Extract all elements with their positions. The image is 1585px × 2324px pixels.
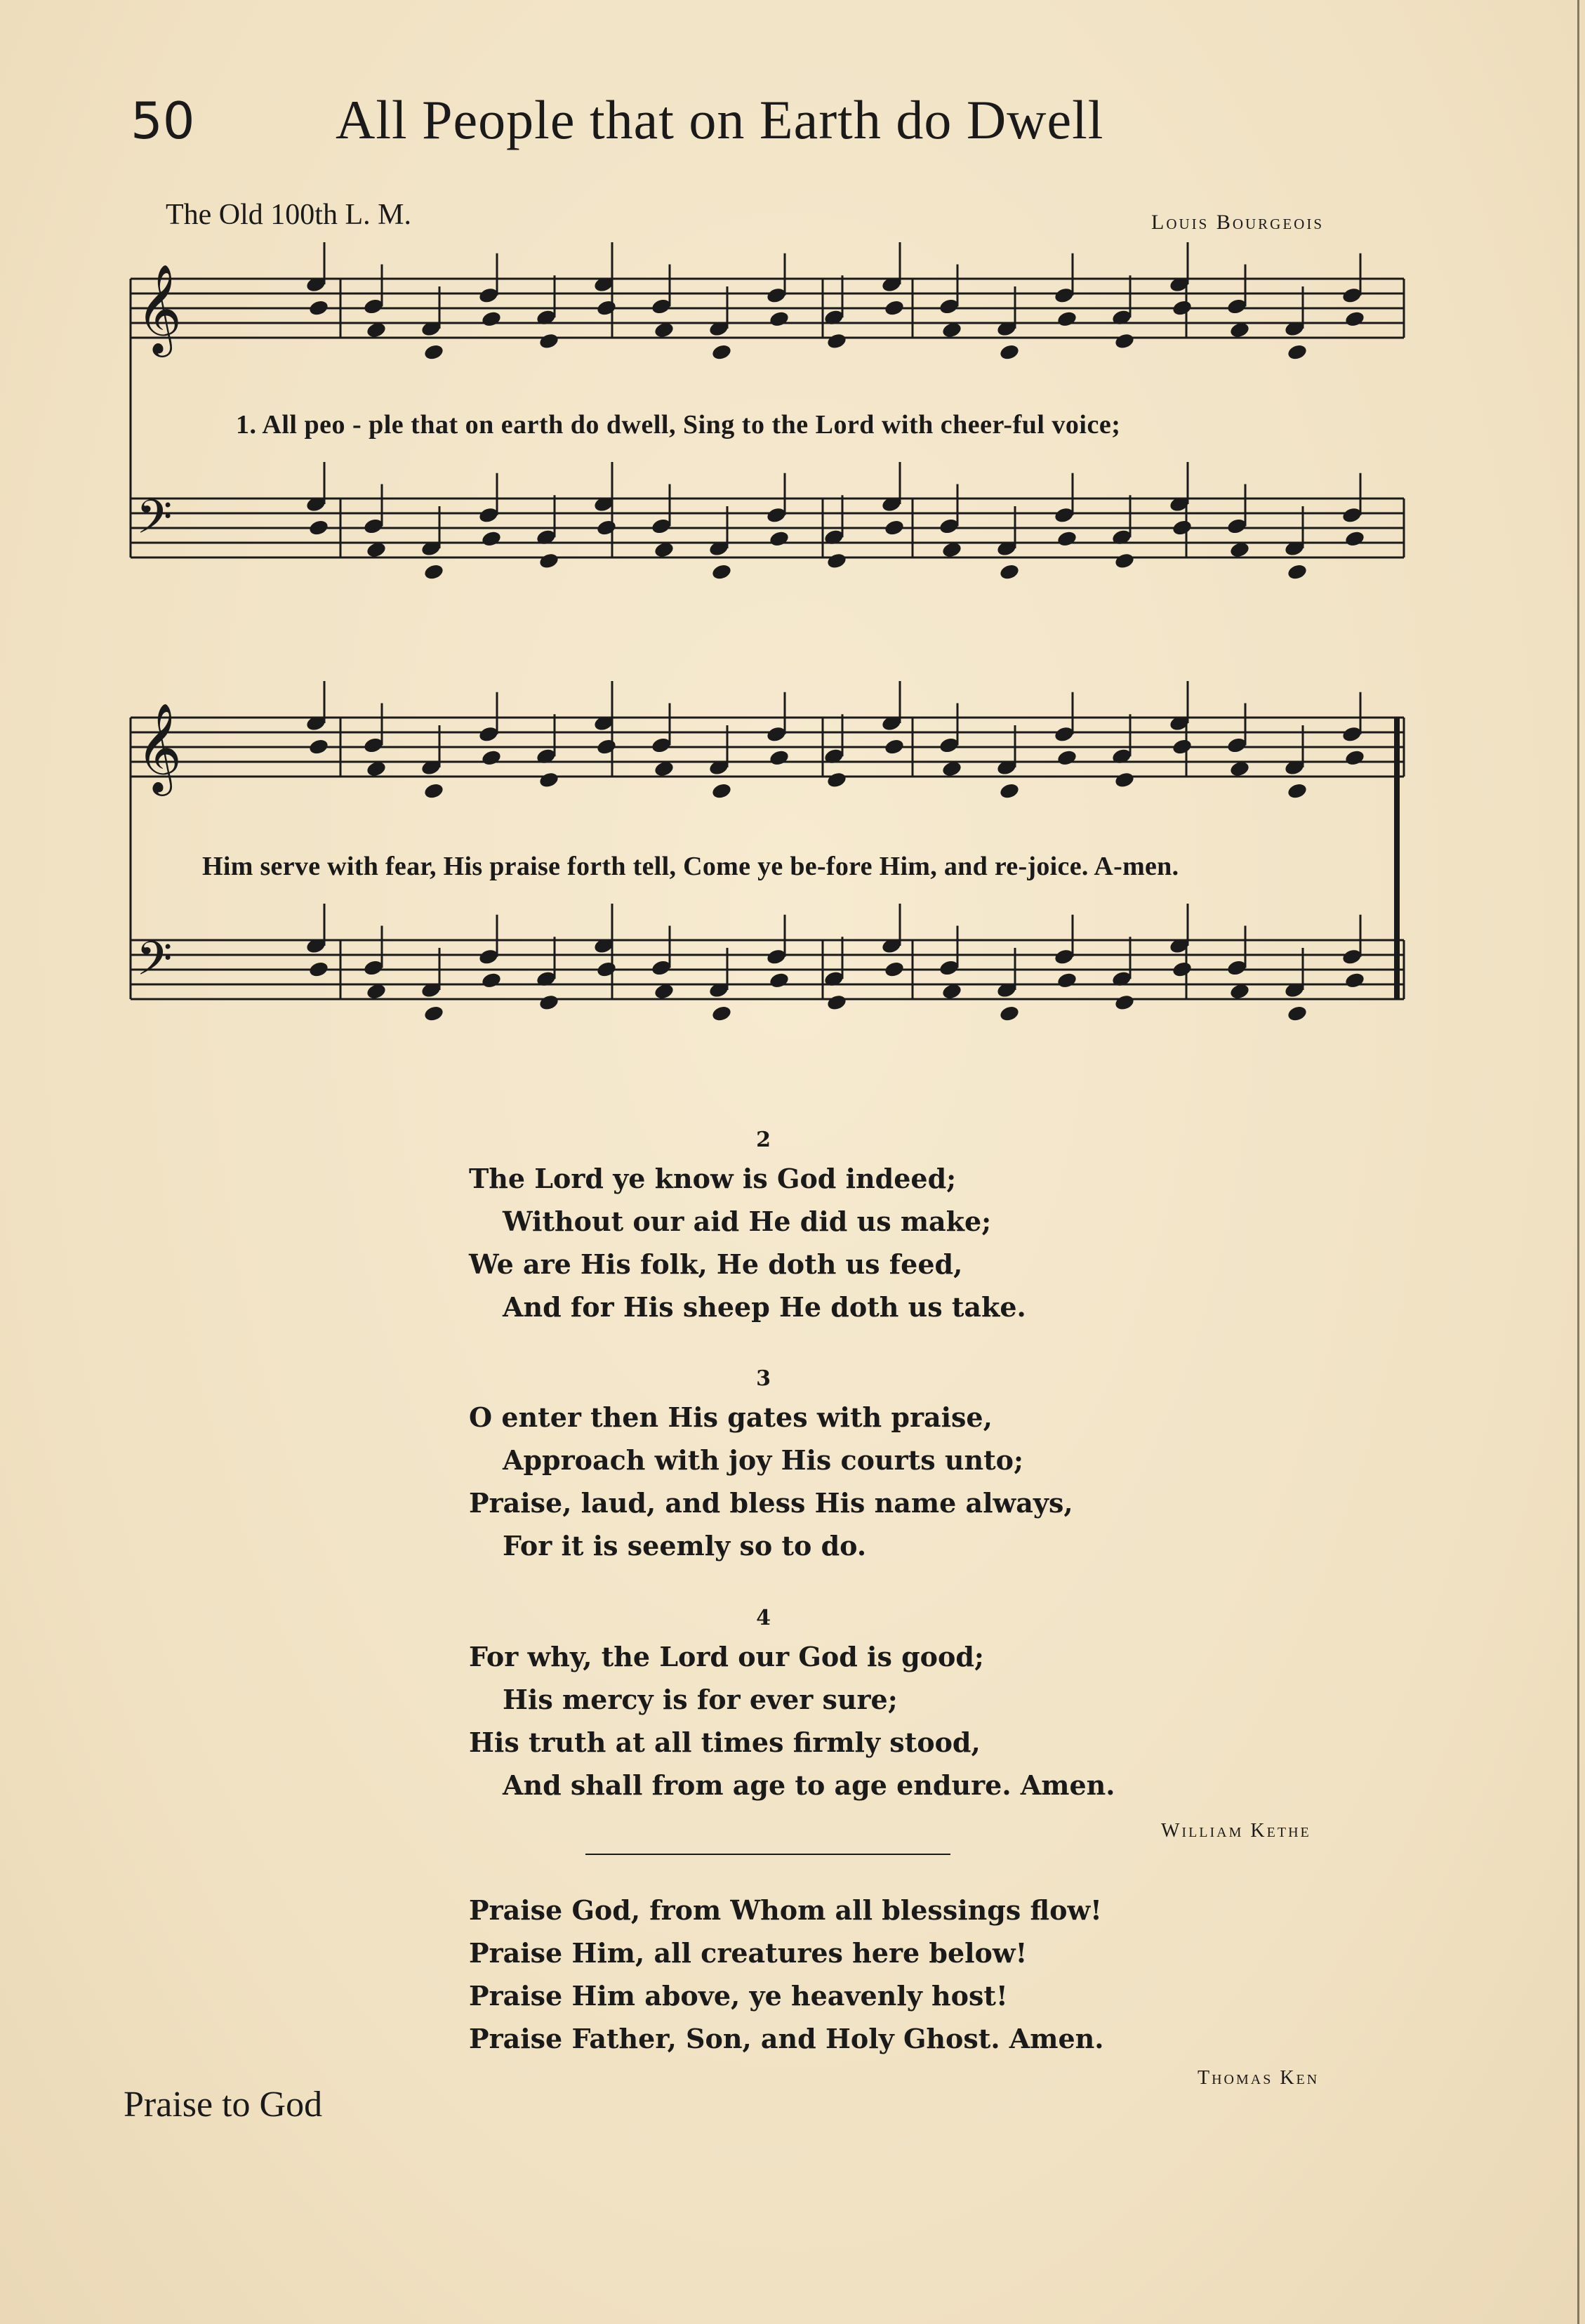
note-head [826, 552, 848, 570]
author-credit-kethe: William Kethe [1161, 1820, 1311, 1842]
note-head [596, 738, 618, 756]
stanza-line: We are His folk, He doth us feed, [469, 1248, 963, 1280]
note-head [711, 782, 733, 800]
note-head [999, 563, 1021, 581]
note-head [1114, 771, 1136, 789]
note-head [538, 332, 560, 350]
note-head [538, 552, 560, 570]
note-head [1172, 519, 1193, 537]
note-head [826, 771, 848, 789]
note-head [826, 332, 848, 350]
note-head [999, 343, 1021, 362]
note-head [481, 310, 503, 328]
note-head [1114, 993, 1136, 1012]
note-head [769, 529, 790, 548]
section-divider [585, 1854, 950, 1855]
treble-clef: 𝄞 [136, 702, 183, 792]
note-head [1056, 529, 1078, 548]
note-head [1114, 332, 1136, 350]
hymn-number: 50 [131, 91, 195, 150]
composer-credit: Louis Bourgeois [1151, 211, 1325, 234]
stanza-line: His mercy is for ever sure; [503, 1684, 898, 1715]
note-head [769, 971, 790, 989]
note-head [1344, 971, 1366, 989]
stanza-line: And shall from age to age endure. Amen. [503, 1769, 1115, 1801]
note-head [999, 782, 1021, 800]
note-head [596, 960, 618, 979]
stanza-3 [469, 1362, 1171, 1567]
note-head [1287, 782, 1308, 800]
note-head [1172, 299, 1193, 317]
stanza-line: For why, the Lord our God is good; [469, 1641, 984, 1672]
note-head [884, 519, 906, 537]
note-head [1344, 310, 1366, 328]
note-head [1056, 971, 1078, 989]
note-head [1172, 738, 1193, 756]
note-head [481, 748, 503, 767]
note-head [884, 738, 906, 756]
note-head [884, 299, 906, 317]
doxology-line: Praise God, from Whom all blessings flow! [469, 1894, 1102, 1926]
tune-name: The Old 100th L. M. [166, 199, 411, 231]
note-head [1056, 310, 1078, 328]
stanza-line: The Lord ye know is God indeed; [469, 1163, 957, 1194]
hymn-title: All People that on Earth do Dwell [336, 89, 1104, 150]
note-head [423, 782, 445, 800]
note-head [423, 563, 445, 581]
doxology-line: Praise Him, all creatures here below! [469, 1937, 1028, 1969]
stanza-line: And for His sheep He doth us take. [503, 1291, 1026, 1323]
note-head [308, 960, 330, 979]
note-head [1287, 343, 1308, 362]
stanza-line: His truth at all times firmly stood, [469, 1727, 981, 1758]
note-head [1344, 748, 1366, 767]
note-head [769, 310, 790, 328]
note-head [596, 299, 618, 317]
lyrics-line-2: Him serve with fear, His praise forth tell, Come ye be-fore Him, and re-joice. A-men. [202, 852, 1179, 881]
note-head [1114, 552, 1136, 570]
note-head [596, 519, 618, 537]
stanza-2 [469, 1123, 1171, 1328]
stanza-line: O enter then His gates with praise, [469, 1401, 993, 1433]
bass-clef: 𝄢 [136, 490, 173, 555]
stanza-4 [469, 1602, 1171, 1807]
note-head [769, 748, 790, 767]
stanza-number: 4 [756, 1606, 771, 1630]
note-head [308, 299, 330, 317]
author-credit-ken: Thomas Ken [1198, 2067, 1320, 2089]
lyrics-line-1: 1. All peo - ple that on earth do dwell, Sing to the Lord with cheer-ful voice; [236, 410, 1121, 440]
stanza-number: 2 [756, 1128, 771, 1152]
note-head [826, 993, 848, 1012]
bass-clef: 𝄢 [136, 932, 173, 997]
doxology-line: Praise Father, Son, and Holy Ghost. Amen. [469, 2023, 1104, 2054]
note-head [1287, 563, 1308, 581]
doxology-line: Praise Him above, ye heavenly host! [469, 1980, 1008, 2012]
note-head [423, 343, 445, 362]
note-head [308, 519, 330, 537]
music-score [0, 0, 1585, 1123]
note-head [711, 563, 733, 581]
note-head [711, 343, 733, 362]
stanza-number: 3 [756, 1366, 771, 1391]
stanza-line: Approach with joy His courts unto; [503, 1444, 1024, 1476]
stanza-line: Without our aid He did us make; [503, 1206, 992, 1237]
treble-clef: 𝄞 [136, 263, 183, 353]
note-head [1056, 748, 1078, 767]
note-head [538, 993, 560, 1012]
section-footer: Praise to God [124, 2085, 323, 2125]
note-head [711, 1005, 733, 1023]
note-head [423, 1005, 445, 1023]
note-head [1344, 529, 1366, 548]
note-head [999, 1005, 1021, 1023]
note-head [1172, 960, 1193, 979]
note-head [481, 971, 503, 989]
doxology [469, 1889, 1171, 2060]
stanza-line: Praise, laud, and bless His name always, [469, 1487, 1073, 1519]
note-head [884, 960, 906, 979]
stanza-line: For it is seemly so to do. [503, 1530, 867, 1562]
note-head [538, 771, 560, 789]
note-head [481, 529, 503, 548]
note-head [1287, 1005, 1308, 1023]
note-head [308, 738, 330, 756]
